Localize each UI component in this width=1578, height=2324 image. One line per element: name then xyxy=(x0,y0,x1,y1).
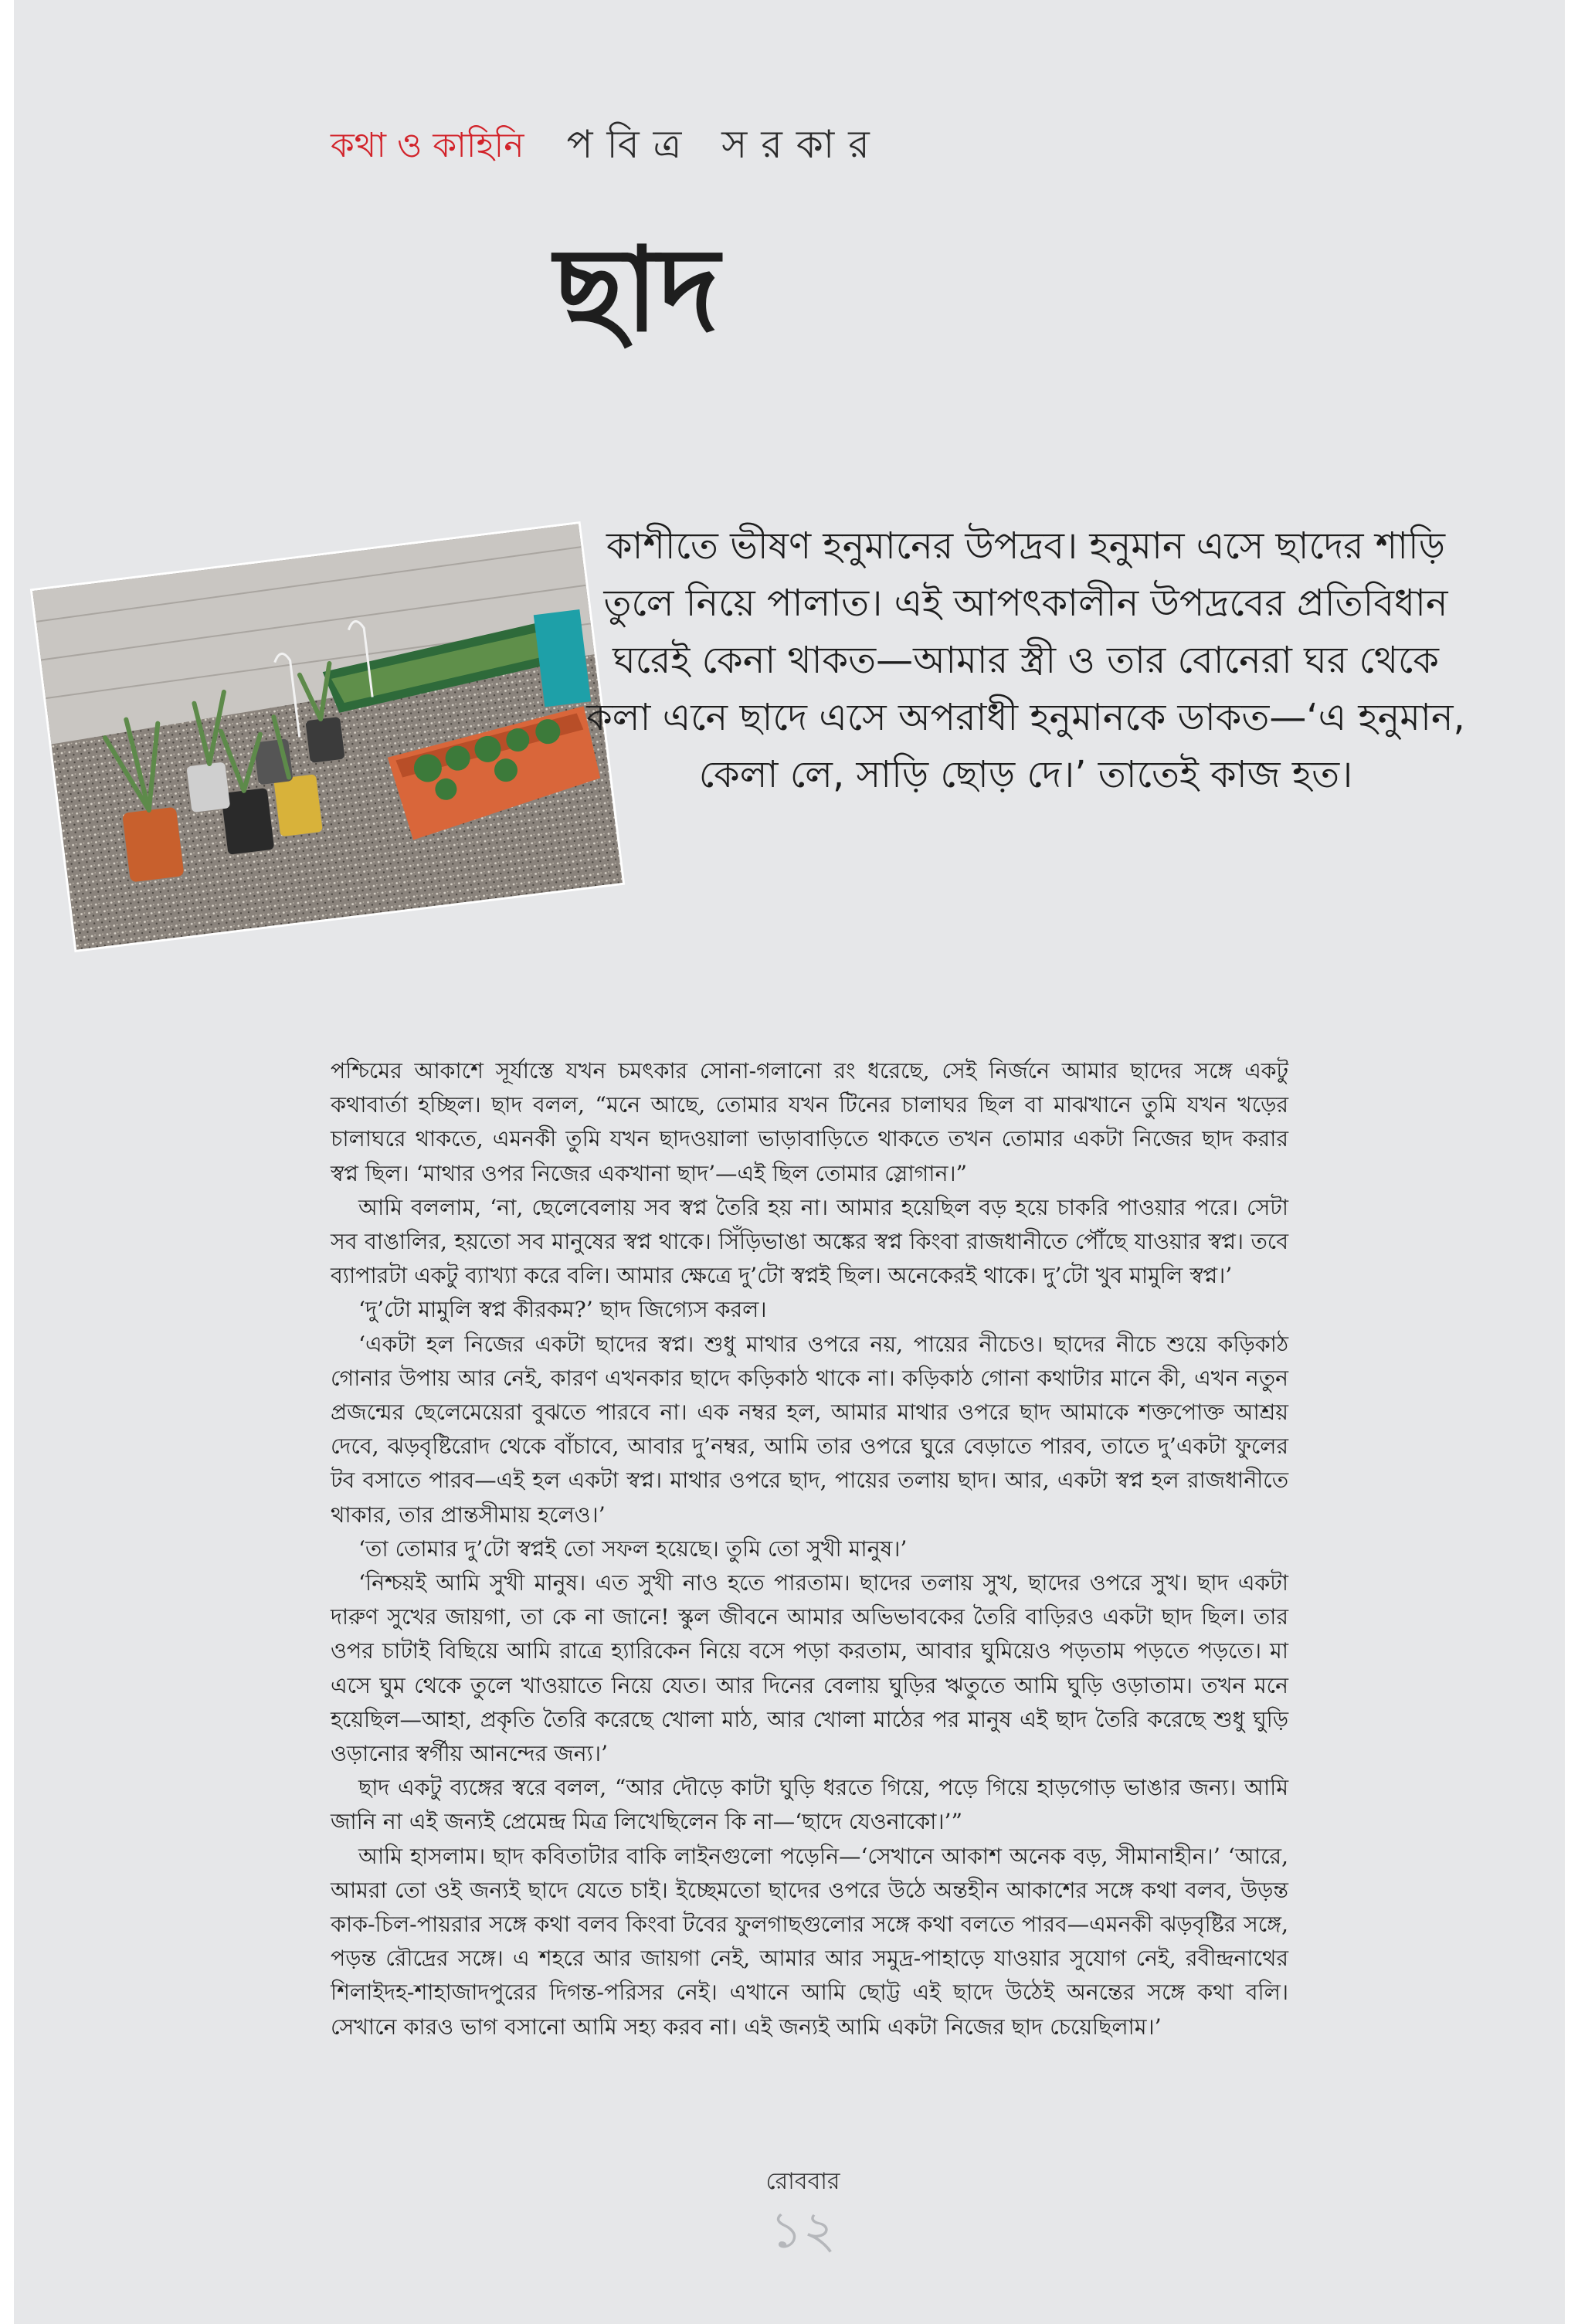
body-paragraph: ‘তা তোমার দু’টো স্বপ্নই তো সফল হয়েছে। তুমি তো সুখী মানুষ।’ xyxy=(358,1535,908,1562)
photo-illustration xyxy=(32,524,623,949)
section-label: কথা ও কাহিনি xyxy=(331,126,524,165)
body-paragraph: ‘একটা হল নিজের একটা ছাদের স্বপ্ন। শুধু মাথার ওপরে নয়, পায়ের নীচেও। ছাদের নীচে শুয়ে কড়িকাঠ গোনার উপায় আর নেই, কারণ এখনকার ছাদে কড়িকাঠ থাকে না। কড়িকাঠ গোনা কথাটার মানে কী, এখন নতুন প্রজন্মের ছেলেমেয়েরা বুঝতে পারবে না। এক নম্বর হল, আমার মাথার ওপরে ছাদ আমাকে শক্তপোক্ত আশ্রয় দেবে, ঝড়বৃষ্টিরোদ থেকে বাঁচাবে, আবার দু’নম্বর, আমি তার ওপরে ঘুরে বেড়াতে পারব, তাতে দু’একটা ফুলের টব বসাতে পারব—এই হল একটা স্বপ্ন। মাথার ওপরে ছাদ, পায়ের তলায় ছাদ। আর, একটা স্বপ্ন হল রাজধানীতে থাকার, তার প্রান্তসীমায় হলেও।’ xyxy=(331,1331,1288,1528)
magazine-name: রোববার xyxy=(765,2168,840,2195)
page-footer xyxy=(14,2163,1578,2260)
article-title: ছাদ xyxy=(555,222,720,358)
body-paragraph: ‘দু’টো মামুলি স্বপ্ন কীরকম?’ ছাদ জিগ্যেস করল। xyxy=(358,1297,767,1323)
body-paragraph: ছাদ একটু ব্যঙ্গের স্বরে বলল, “আর দৌড়ে কাটা ঘুড়ি ধরতে গিয়ে, পড়ে গিয়ে হাড়গোড় ভাঙার জন্য। আমি জানি না এই জন্যই প্রেমেন্দ্র মিত্র লিখেছিলেন কি না—‘ছাদে যেওনাকো।’” xyxy=(331,1775,1288,1835)
article-body xyxy=(331,1054,1288,2044)
standfirst: কাশীতে ভীষণ হনুমানের উপদ্রব। হনুমান এসে ছাদের শাড়ি তুলে নিয়ে পালাত। এই আপৎকালীন উপদ্রবের প্রতিবিধান ঘরেই কেনা থাকত—আমার স্ত্রী ও তার বোনেরা ঘর থেকে কলা এনে ছাদে এসে অপরাধী হনুমানকে ডাকত—‘এ হনুমান, কেলা লে, সাড়ি ছোড় দে।’ তাতেই কাজ হত। xyxy=(586,524,1465,796)
author-name: পবিত্র সরকার xyxy=(566,122,884,167)
body-paragraph: আমি বললাম, ‘না, ছেলেবেলায় সব স্বপ্ন তৈরি হয় না। আমার হয়েছিল বড় হয়ে চাকরি পাওয়ার পরে। সেটা সব বাঙালির, হয়তো সব মানুষের স্বপ্ন থাকে। সিঁড়িভাঙা অঙ্কের স্বপ্ন কিংবা রাজধানীতে পৌঁছে যাওয়ার স্বপ্ন। তবে ব্যাপারটা একটু ব্যাখ্যা করে বলি। আমার ক্ষেত্রে দু’টো স্বপ্নই ছিল। অনেকেরই থাকে। দু’টো খুব মামুলি স্বপ্ন।’ xyxy=(331,1194,1288,1289)
body-paragraph: আমি হাসলাম। ছাদ কবিতাটার বাকি লাইনগুলো পড়েনি—‘সেখানে আকাশ অনেক বড়, সীমানাহীন।’ ‘আরে, আমরা তো ওই জন্যই ছাদে যেতে চাই। ইচ্ছেমতো ছাদের ওপরে উঠে অন্তহীন আকাশের সঙ্গে কথা বলব, উড়ন্ত কাক-চিল-পায়রার সঙ্গে কথা বলব কিংবা টবের ফুলগাছগুলোর সঙ্গে কথা বলতে পারব—এমনকী ঝড়বৃষ্টির সঙ্গে, পড়ন্ত রৌদ্রের সঙ্গে। এ শহরে আর জায়গা নেই, আমার আর সমুদ্র-পাহাড়ে যাওয়ার সুযোগ নেই, রবীন্দ্রনাথের শিলাইদহ-শাহাজাদপুরের দিগন্ত-পরিসর নেই। এখানে আমি ছোট্ট এই ছাদে উঠেই অনন্তের সঙ্গে কথা বলি। সেখানে কারও ভাগ বসানো আমি সহ্য করব না। এই জন্যই আমি একটা নিজের ছাদ চেয়েছিলাম।’ xyxy=(331,1843,1288,2040)
magazine-page xyxy=(14,0,1565,2324)
body-paragraph: পশ্চিমের আকাশে সূর্যাস্তে যখন চমৎকার সোনা-গলানো রং ধরেছে, সেই নির্জনে আমার ছাদের সঙ্গে একটু কথাবার্তা হচ্ছিল। ছাদ বলল, “মনে আছে, তোমার যখন টিনের চালাঘর ছিল বা মাঝখানে তুমি যখন খড়ের চালাঘরে থাকতে, এমনকী তুমি যখন ছাদওয়ালা ভাড়াবাড়িতে থাকতে তখন তোমার একটা নিজের ছাদ করার স্বপ্ন ছিল। ‘মাথার ওপর নিজের একখানা ছাদ’—এই ছিল তোমার স্লোগান।” xyxy=(331,1058,1288,1186)
page-number: ১২ xyxy=(769,2200,837,2260)
article-header xyxy=(331,116,884,180)
body-paragraph: ‘নিশ্চয়ই আমি সুখী মানুষ। এত সুখী নাও হতে পারতাম। ছাদের তলায় সুখ, ছাদের ওপরে সুখ। ছাদ একটা দারুণ সুখের জায়গা, তা কে না জানে! স্কুল জীবনে আমার অভিভাবকের তৈরি বাড়িরও একটা ছাদ ছিল। তার ওপর চাটাই বিছিয়ে আমি রাত্রে হ্যারিকেন নিয়ে বসে পড়া করতাম, আবার ঘুমিয়েও পড়তাম পড়তে পড়তে। মা এসে ঘুম থেকে তুলে খাওয়াতে নিয়ে যেত। আর দিনের বেলায় ঘুড়ির ঋতুতে আমি ঘুড়ি ওড়াতাম। তখন মনে হয়েছিল—আহা, প্রকৃতি তৈরি করেছে খোলা মাঠ, আর খোলা মাঠের পর মানুষ এই ছাদ তৈরি করেছে শুধু ঘুড়ি ওড়ানোর স্বর্গীয় আনন্দের জন্য।’ xyxy=(331,1570,1288,1767)
rooftop-plants-photo xyxy=(32,524,623,949)
